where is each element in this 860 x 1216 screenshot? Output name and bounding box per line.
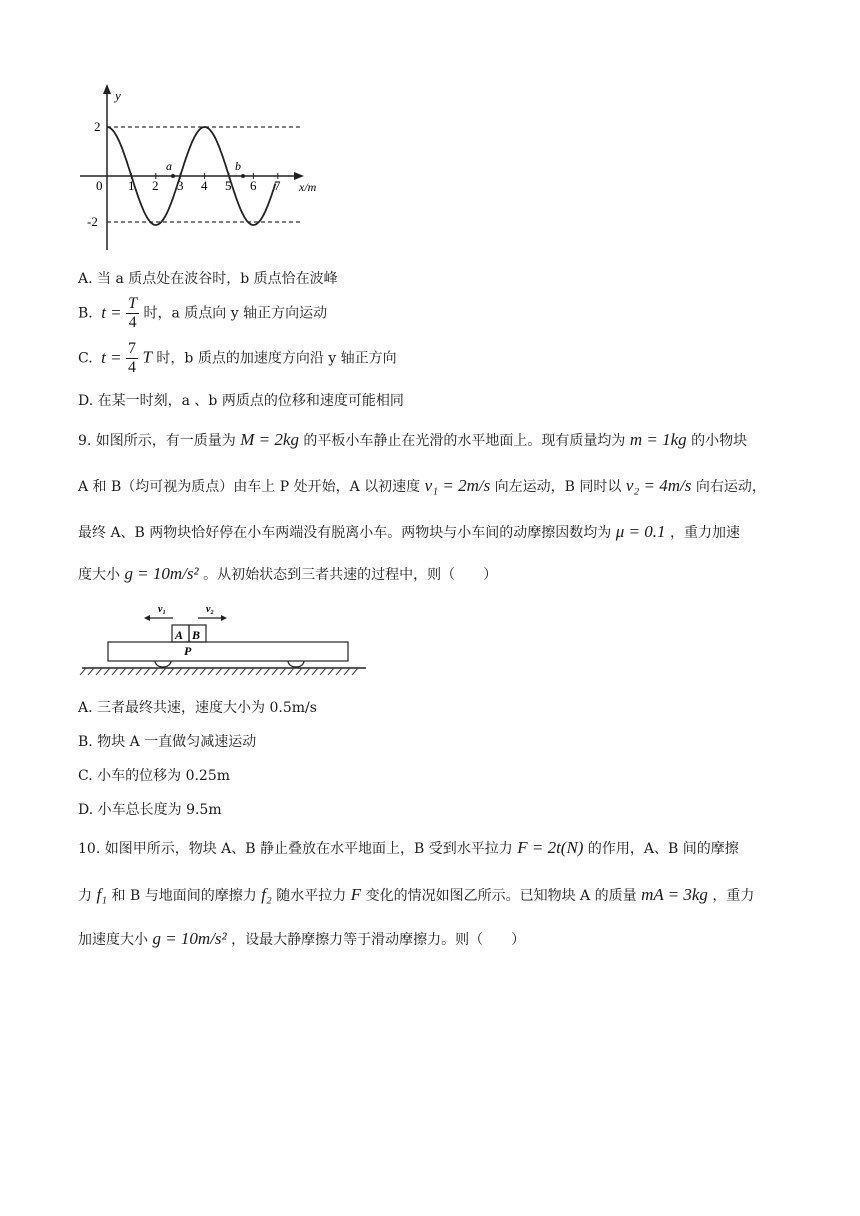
- x-tick-label-6: 6: [250, 178, 257, 193]
- hatch-line: [264, 668, 270, 675]
- x-tick-label-5: 5: [225, 178, 232, 193]
- q9-line-3: 最终 A、B 两物块恰好停在小车两端没有脱离小车。两物块与小车间的动摩擦因数均为 μ = 0.1 ，重力加速: [78, 522, 740, 541]
- hatch-line: [88, 668, 94, 675]
- block-a-label: A: [175, 628, 184, 642]
- hatch-line: [200, 668, 206, 675]
- q9-option-b: B. 物块 A 一直做匀减速运动: [78, 734, 257, 750]
- hatch-line: [136, 668, 142, 675]
- hatch-line: [168, 668, 174, 675]
- hatch-line: [312, 668, 318, 675]
- hatch-line: [304, 668, 310, 675]
- v1-label: v₁: [158, 604, 166, 615]
- y-tick-label-2: 2: [94, 119, 101, 134]
- point-b-label: b: [235, 159, 241, 173]
- left-wheel: [155, 661, 171, 667]
- q9-line-1: 9. 如图所示，有一质量为 M = 2kg 的平板小车静止在光滑的水平地面上。现有质量均为 m = 1kg 的小物块: [78, 430, 748, 449]
- hatch-line: [344, 668, 350, 675]
- block-b-label: B: [192, 628, 201, 642]
- q10-line-3: 加速度大小 g = 10m/s² ，设最大静摩擦力等于滑动摩擦力。则（ ）: [78, 929, 526, 948]
- q9-option-a: A. 三者最终共速，速度大小为 0.5m/s: [78, 700, 317, 716]
- hatch-line: [224, 668, 230, 675]
- fraction-7-over-4: $\frac{7}{4}$: [128, 340, 137, 376]
- hatch-line: [96, 668, 102, 675]
- y-axis-arrow: [103, 84, 111, 94]
- right-wheel: [288, 661, 304, 667]
- point-b-dot: [241, 174, 245, 178]
- hatch-line: [120, 668, 126, 675]
- fraction-t-over-4: $\frac{T}{4}$: [128, 295, 138, 331]
- q9-line-2: A 和 B（均可视为质点）由车上 P 处开始，A 以初速度 v₁ = 2m/s 向左运动，B 同时以 v₂ = 4m/s 向右运动，: [78, 476, 766, 495]
- hatch-line: [296, 668, 302, 675]
- q8-option-b: B. t = $\frac{T}{4}$ 时，a 质点向 y 轴正方向运动: [78, 295, 328, 331]
- x-tick-label-1: 1: [128, 178, 135, 193]
- hatch-line: [208, 668, 214, 675]
- hatch-line: [128, 668, 134, 675]
- hatch-line: [144, 668, 150, 675]
- hatch-line: [336, 668, 342, 675]
- q9-option-d: D. 小车总长度为 9.5m: [78, 802, 222, 818]
- hatch-line: [328, 668, 334, 675]
- hatch-line: [272, 668, 278, 675]
- q10-line-1: 10. 如图甲所示，物块 A、B 静止叠放在水平地面上，B 受到水平拉力 F = 2t(N) 的作用，A、B 间的摩擦: [78, 838, 739, 857]
- cart-board: [108, 642, 348, 661]
- hatch-line: [240, 668, 246, 675]
- ground-hatch: [80, 668, 358, 675]
- point-a-dot: [171, 174, 175, 178]
- hatch-line: [176, 668, 182, 675]
- hatch-line: [232, 668, 238, 675]
- hatch-line: [184, 668, 190, 675]
- x-tick-label-4: 4: [201, 178, 208, 193]
- x-tick-label-3: 3: [177, 178, 184, 193]
- hatch-line: [104, 668, 110, 675]
- hatch-line: [288, 668, 294, 675]
- hatch-line: [160, 668, 166, 675]
- y-axis-label: y: [115, 88, 121, 103]
- cart-figure: [78, 600, 378, 680]
- hatch-line: [280, 668, 286, 675]
- x-axis-label: x/m: [299, 180, 317, 194]
- hatch-line: [352, 668, 358, 675]
- hatch-line: [80, 668, 86, 675]
- wave-figure: [70, 80, 400, 260]
- hatch-line: [248, 668, 254, 675]
- hatch-line: [320, 668, 326, 675]
- hatch-line: [152, 668, 158, 675]
- hatch-line: [112, 668, 118, 675]
- q8-option-a: A. 当 a 质点处在波谷时，b 质点恰在波峰: [78, 271, 338, 287]
- y-tick-label-neg2: -2: [87, 214, 98, 229]
- q10-line-2: 力 f₁ 和 B 与地面间的摩擦力 f₂ 随水平拉力 F 变化的情况如图乙所示。已知物块 A 的质量 mA = 3kg ，重力: [78, 885, 755, 904]
- x-tick-label-7: 7: [274, 178, 281, 193]
- q8-option-c: C. t = $\frac{7}{4}$ T 时，b 质点的加速度方向沿 y 轴正方向: [78, 340, 397, 376]
- hatch-line: [256, 668, 262, 675]
- hatch-line: [216, 668, 222, 675]
- hatch-line: [192, 668, 198, 675]
- x-tick-label-0: 0: [96, 178, 103, 193]
- x-tick-label-2: 2: [152, 178, 159, 193]
- v2-label: v₂: [206, 604, 214, 615]
- q9-option-c: C. 小车的位移为 0.25m: [78, 768, 231, 784]
- q9-line-4: 度大小 g = 10m/s² 。从初始状态到三者共速的过程中，则（ ）: [78, 564, 498, 583]
- point-a-label: a: [166, 159, 172, 173]
- q8-option-d: D. 在某一时刻，a 、b 两质点的位移和速度可能相同: [78, 393, 404, 409]
- point-p-label: P: [184, 644, 192, 658]
- x-axis-arrow: [294, 172, 304, 180]
